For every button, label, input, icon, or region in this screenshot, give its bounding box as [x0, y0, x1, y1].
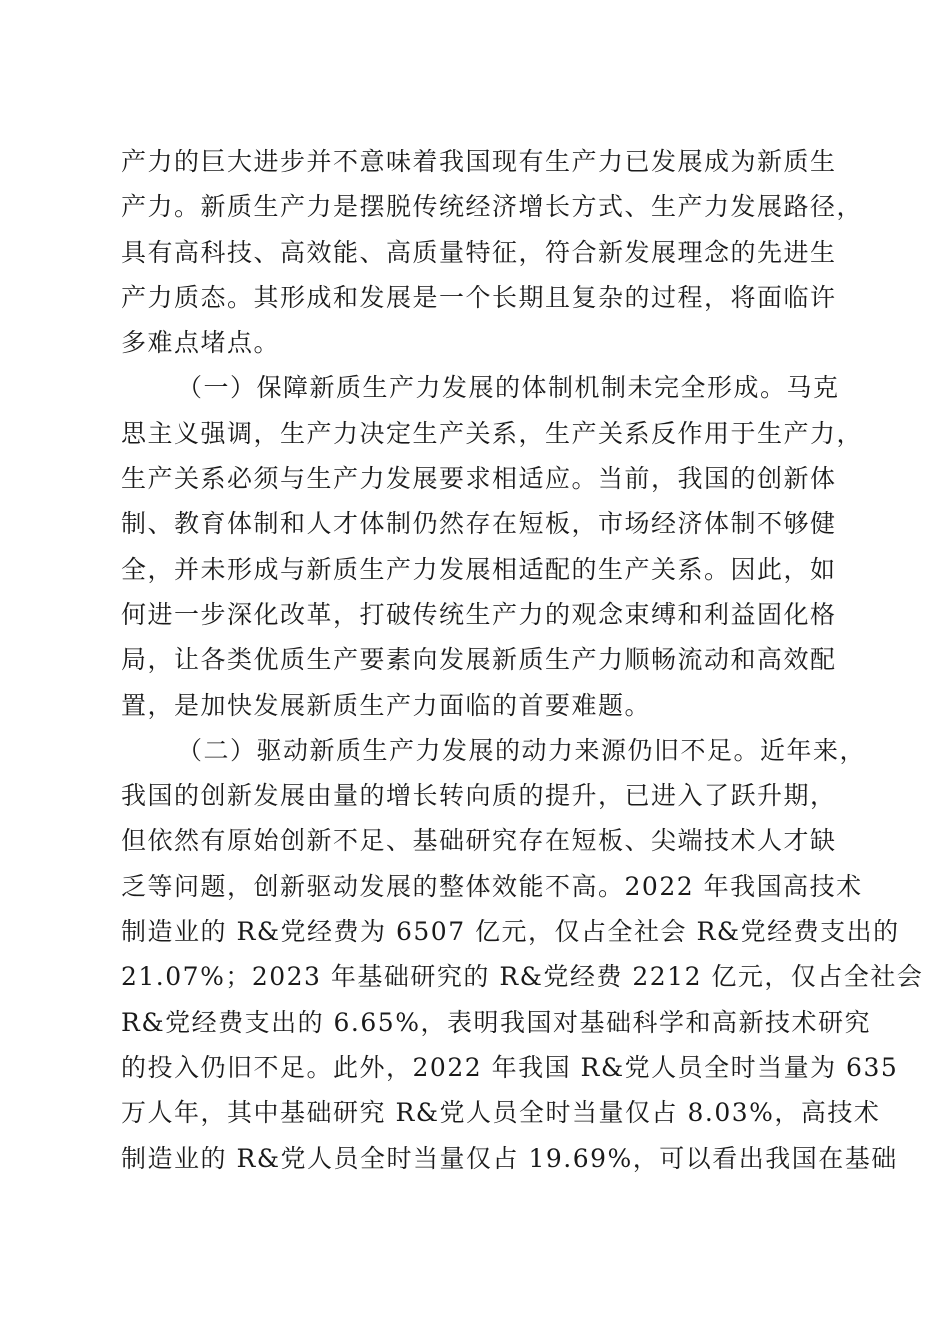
text-line: 我国的创新发展由量的增长转向质的提升，已进入了跃升期，: [121, 781, 837, 811]
text-line: 全，并未形成与新质生产力发展相适配的生产关系。因此，如: [121, 554, 837, 584]
text-line: 21.07%；2023 年基础研究的 R&党经费 2212 亿元，仅占全社会: [121, 962, 924, 992]
text-line: 产力。新质生产力是摆脱传统经济增长方式、生产力发展路径，: [121, 192, 864, 222]
text-line: 乏等问题，创新驱动发展的整体效能不高。2022 年我国高技术: [121, 871, 863, 901]
text-line: 产力的巨大进步并不意味着我国现有生产力已发展成为新质生: [121, 147, 837, 176]
text-line: 制造业的 R&党经费为 6507 亿元，仅占全社会 R&党经费支出的: [121, 917, 900, 947]
text-line: 置，是加快发展新质生产力面临的首要难题。: [121, 690, 652, 720]
text-line: 多难点堵点。: [121, 328, 281, 358]
text-line: 万人年，其中基础研究 R&党人员全时当量仅占 8.03%，高技术: [121, 1098, 881, 1128]
text-line: 制、教育体制和人才体制仍然存在短板，市场经济体制不够健: [121, 509, 837, 539]
text-line: 制造业的 R&党人员全时当量仅占 19.69%，可以看出我国在基础: [121, 1143, 898, 1173]
text-line: 产力质态。其形成和发展是一个长期且复杂的过程，将面临许: [121, 282, 837, 312]
section-heading-line: （二）驱动新质生产力发展的动力来源仍旧不足。近年来，: [177, 735, 867, 765]
text-line: 生产关系必须与生产力发展要求相适应。当前，我国的创新体: [121, 464, 837, 494]
body-text: [121, 139, 924, 1181]
text-line: 思主义强调，生产力决定生产关系，生产关系反作用于生产力，: [121, 418, 864, 448]
text-line: R&党经费支出的 6.65%，表明我国对基础科学和高新技术研究: [121, 1007, 871, 1037]
text-line: 但依然有原始创新不足、基础研究存在短板、尖端技术人才缺: [121, 826, 837, 856]
text-line: 何进一步深化改革，打破传统生产力的观念束缚和利益固化格: [121, 599, 837, 629]
text-line: 的投入仍旧不足。此外，2022 年我国 R&党人员全时当量为 635: [121, 1052, 899, 1082]
text-line: 局，让各类优质生产要素向发展新质生产力顺畅流动和高效配: [121, 645, 837, 675]
section-heading-line: （一）保障新质生产力发展的体制机制未完全形成。马克: [177, 373, 840, 403]
text-line: 具有高科技、高效能、高质量特征，符合新发展理念的先进生: [121, 237, 837, 267]
